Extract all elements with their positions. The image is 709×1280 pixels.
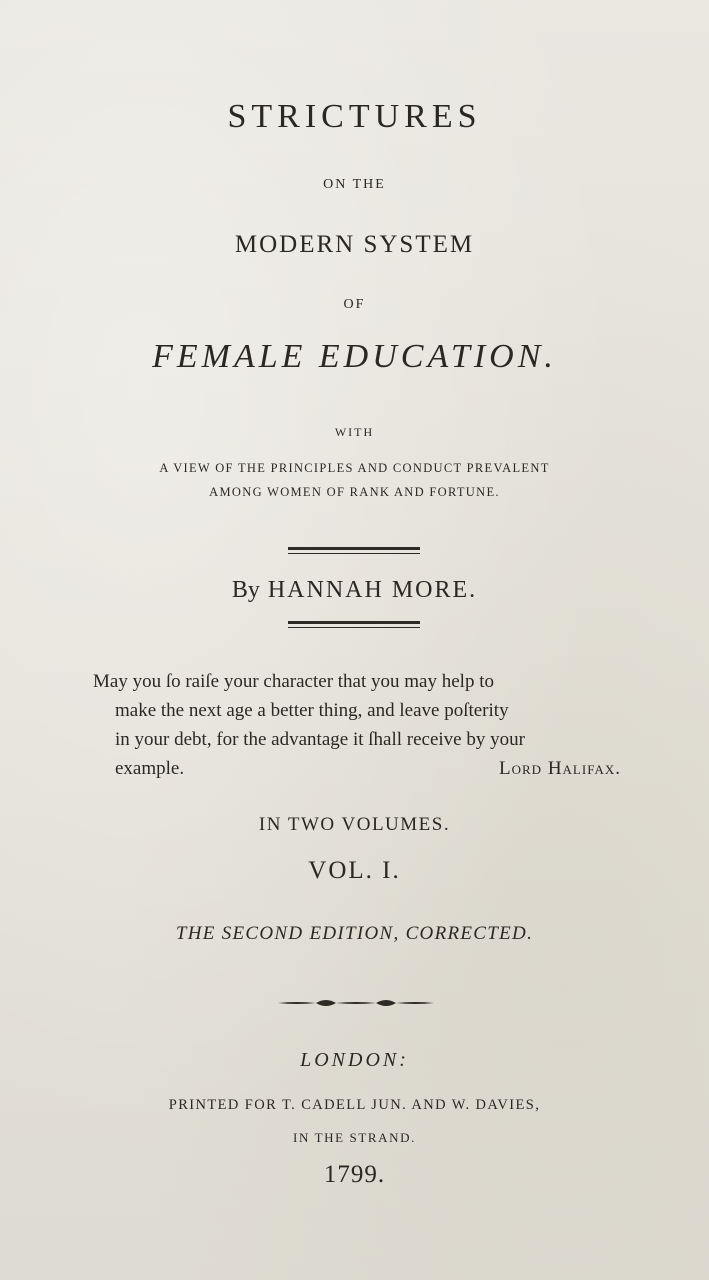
epigraph bbox=[93, 667, 621, 783]
author-line bbox=[0, 578, 709, 602]
volumes-count: IN TWO VOLUMES. bbox=[258, 814, 451, 835]
view-line-2: AMONG WOMEN OF RANK AND FORTUNE. bbox=[209, 485, 500, 499]
epigraph-line: in your debt, for the advantage it ſhall receive by your bbox=[115, 729, 525, 750]
epigraph-line: May you ſo raiſe your character that you may help to bbox=[93, 671, 494, 692]
author-name: HANNAH MORE. bbox=[267, 577, 478, 603]
volume-number: VOL. I. bbox=[308, 857, 401, 884]
view-line-1: A VIEW OF THE PRINCIPLES AND CONDUCT PREVALENT bbox=[159, 461, 550, 475]
book-main-subject: FEMALE EDUCATION. bbox=[152, 338, 557, 375]
book-subtitle: MODERN SYSTEM bbox=[234, 231, 475, 258]
with-label: WITH bbox=[334, 425, 375, 439]
book-title: STRICTURES bbox=[227, 98, 482, 135]
title-connector-on-the: ON THE bbox=[323, 177, 386, 192]
epigraph-attribution: Lord Halifax. bbox=[499, 758, 621, 779]
epigraph-line: make the next age a better thing, and leave poſterity bbox=[115, 700, 509, 721]
imprint-year: 1799. bbox=[323, 1161, 386, 1188]
imprint-city: LONDON: bbox=[300, 1049, 409, 1071]
author-by: By bbox=[231, 577, 260, 603]
imprint-printer: PRINTED FOR T. CADELL JUN. AND W. DAVIES, bbox=[168, 1097, 541, 1113]
epigraph-line: example. bbox=[115, 758, 185, 779]
edition-statement: THE SECOND EDITION, CORRECTED. bbox=[175, 923, 534, 944]
imprint-location: IN THE STRAND. bbox=[293, 1130, 416, 1145]
epigraph-last-line bbox=[93, 754, 621, 783]
title-connector-of: OF bbox=[343, 297, 366, 312]
ornament-rule-icon bbox=[276, 994, 436, 1012]
double-rule-divider bbox=[288, 621, 420, 624]
double-rule-divider bbox=[288, 547, 420, 550]
